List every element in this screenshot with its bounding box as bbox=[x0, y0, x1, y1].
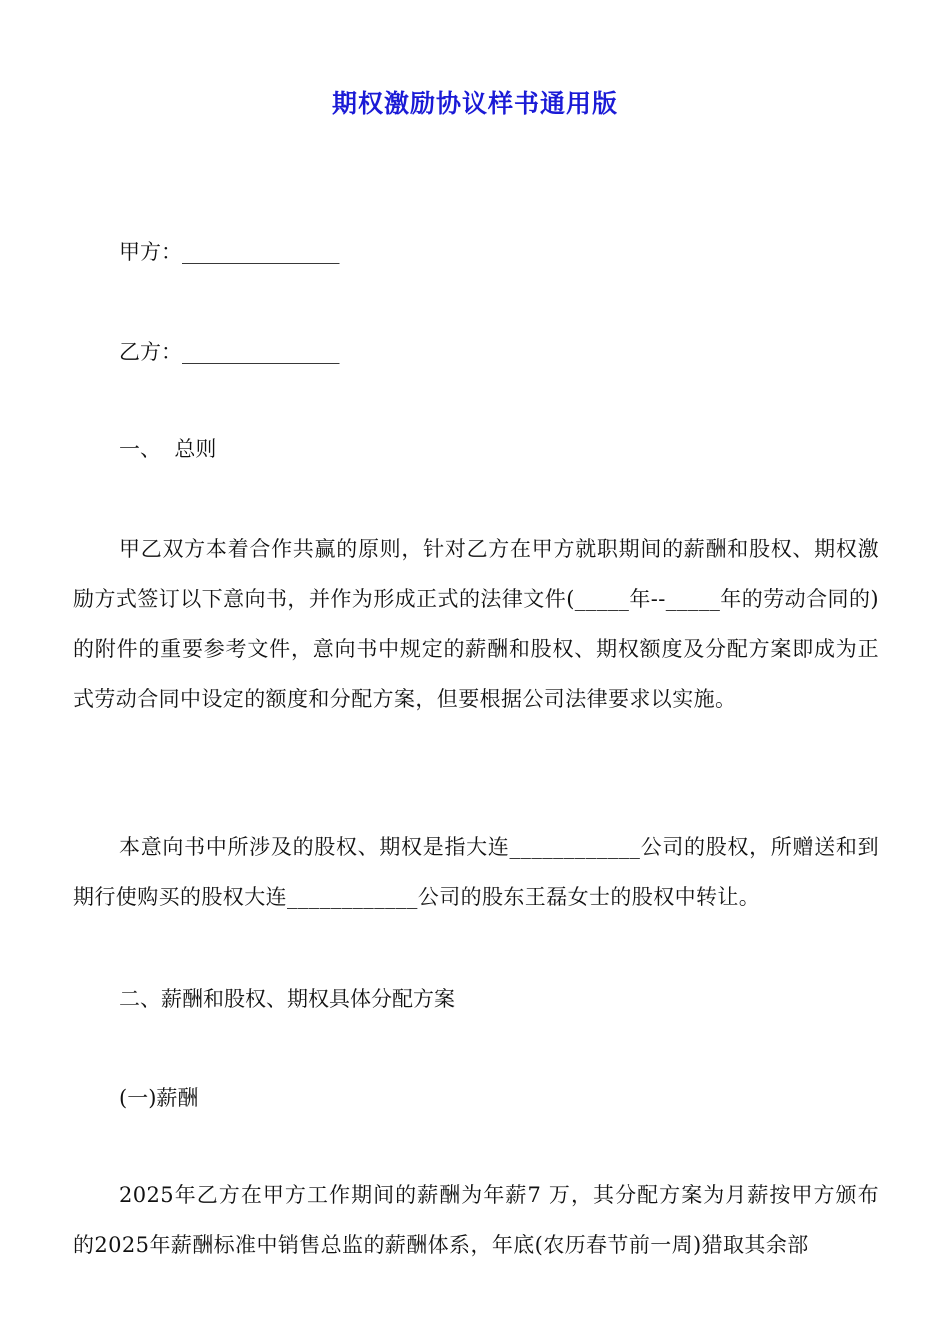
section-heading-general: 一、 总则 bbox=[119, 437, 217, 461]
paragraph-equity-scope: 本意向书中所涉及的股权、期权是指大连____________公司的股权，所赠送和到期行使购买的股权大连____________公司的股东王磊女士的股权中转让。 bbox=[73, 835, 879, 909]
document-title: 期权激励协议样书通用版 bbox=[331, 89, 618, 118]
paragraph-principles: 甲乙双方本着合作共赢的原则，针对乙方在甲方就职期间的薪酬和股权、期权激励方式签订以下意向书，并作为形成正式的法律文件(_____年--_____年的劳动合同的)的附件的重要参考文件，意向书中规定的薪酬和股权、期权额度及分配方案即成为正式劳动合同中设定的额度和分配方案，但要根据公司法律要求以实施。 bbox=[73, 537, 879, 711]
party-b-label: 乙方： bbox=[119, 340, 182, 364]
section-heading-allocation: 二、薪酬和股权、期权具体分配方案 bbox=[119, 987, 455, 1011]
party-a-line bbox=[119, 237, 340, 267]
party-a-blank: _______________ bbox=[182, 240, 340, 264]
paragraph-salary-detail: 2025年乙方在甲方工作期间的薪酬为年薪7 万，其分配方案为月薪按甲方颁布的2025年薪酬标准中销售总监的薪酬体系，年底(农历春节前一周)猎取其余部 bbox=[73, 1183, 879, 1257]
subsection-heading-salary: (一)薪酬 bbox=[119, 1086, 199, 1110]
party-a-label: 甲方： bbox=[119, 240, 182, 264]
party-b-blank: _______________ bbox=[182, 340, 340, 364]
party-b-line bbox=[119, 337, 340, 367]
